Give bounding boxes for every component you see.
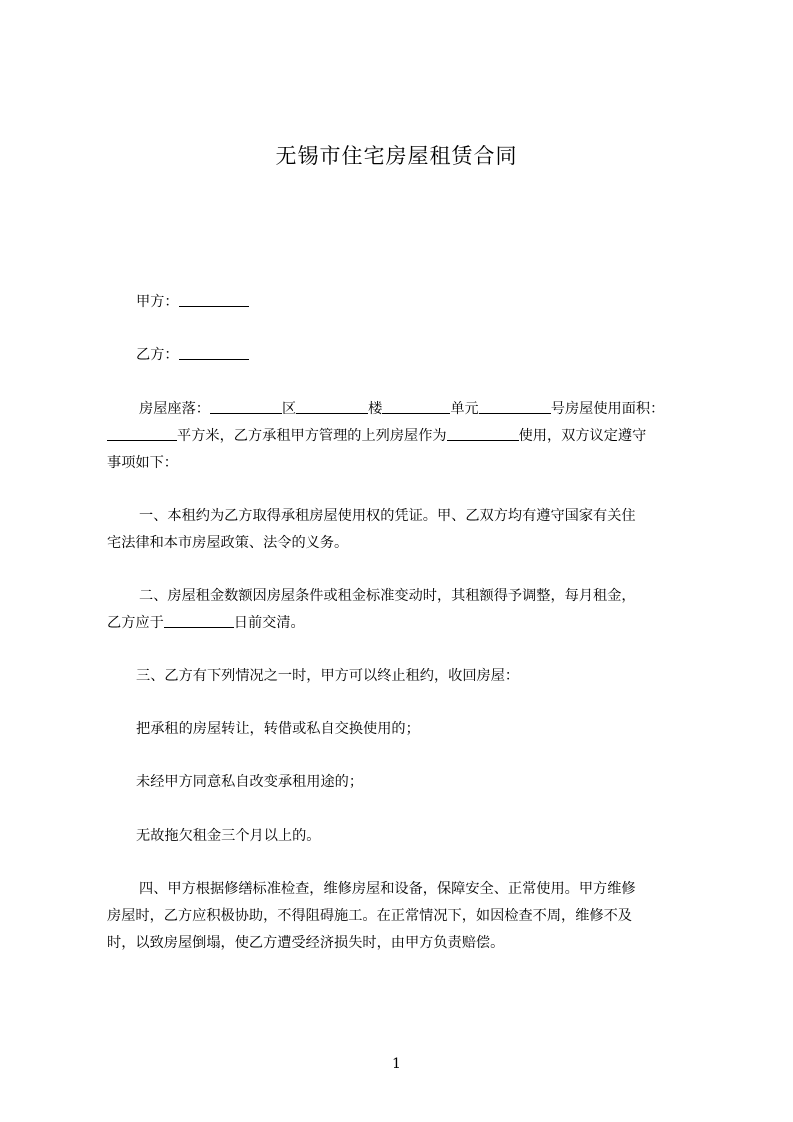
usage-text: 使用，双方议定遵守 — [518, 428, 647, 444]
unit-suffix: 单元 — [450, 401, 479, 417]
property-location-line — [139, 399, 664, 419]
unit-blank[interactable] — [382, 399, 450, 414]
rent-due-prefix: 乙方应于 — [107, 615, 164, 631]
clause-2-line-2 — [107, 613, 305, 633]
page-number: 1 — [392, 1056, 401, 1072]
property-area-line — [107, 426, 646, 446]
party-b-label: 乙方： — [136, 347, 179, 363]
party-b-blank[interactable] — [179, 345, 249, 360]
clause-4-line-2: 房屋时，乙方应积极协助，不得阻碍施工。在正常情况下，如因检查不周，维修不及 — [107, 908, 632, 924]
usage-blank[interactable] — [447, 426, 519, 441]
district-suffix: 区 — [281, 401, 297, 417]
area-blank[interactable] — [107, 426, 177, 441]
party-a-blank[interactable] — [179, 292, 249, 307]
party-a-label: 甲方： — [136, 294, 179, 310]
clause-1-line-1: 一、本租约为乙方取得承租房屋使用权的凭证。甲、乙双方均有遵守国家有关住 — [139, 508, 636, 524]
clause-1-line-2: 宅法律和本市房屋政策、法令的义务。 — [107, 535, 349, 551]
clause-4-line-1: 四、甲方根据修缮标准检查，维修房屋和设备，保障安全、正常使用。甲方维修 — [139, 881, 636, 897]
clause-3-item-2: 未经甲方同意私自改变承租用途的； — [136, 774, 364, 790]
document-title: 无锡市住宅房屋租赁合同 — [275, 144, 518, 168]
building-suffix: 楼 — [368, 401, 383, 417]
clause-3-heading: 三、乙方有下列情况之一时，甲方可以终止租约，收回房屋： — [136, 668, 520, 684]
rent-due-suffix: 日前交清。 — [233, 615, 305, 631]
building-blank[interactable] — [296, 399, 368, 414]
location-label: 房屋座落： — [139, 401, 210, 417]
room-suffix: 号房屋使用面积： — [550, 401, 665, 417]
clause-3-item-3: 无故拖欠租金三个月以上的。 — [136, 828, 321, 844]
clause-2-line-1: 二、房屋租金数额因房屋条件或租金标准变动时，其租额得予调整，每月租金， — [139, 588, 636, 604]
room-blank[interactable] — [479, 399, 551, 414]
area-unit-text: 平方米，乙方承租甲方管理的上列房屋作为 — [177, 428, 447, 444]
clause-3-item-1: 把承租的房屋转让，转借或私自交换使用的； — [136, 721, 420, 737]
party-b-line — [136, 345, 249, 365]
party-a-line — [136, 292, 249, 312]
clause-4-line-3: 时，以致房屋倒塌，使乙方遭受经济损失时，由甲方负责赔偿。 — [107, 935, 505, 951]
rent-due-day-blank[interactable] — [164, 613, 234, 628]
property-closing-line: 事项如下： — [107, 455, 178, 471]
district-blank[interactable] — [210, 399, 282, 414]
